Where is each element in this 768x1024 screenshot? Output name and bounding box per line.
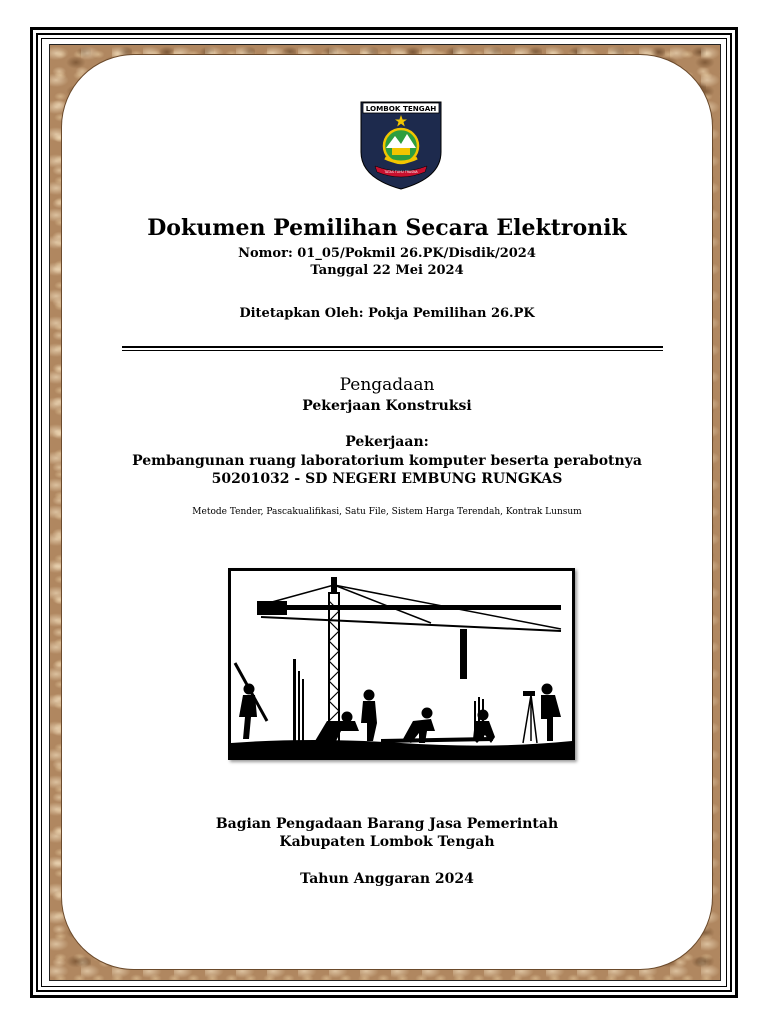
- fiscal-year: Tahun Anggaran 2024: [300, 871, 474, 887]
- agency-name: Bagian Pengadaan Barang Jasa Pemerintah: [215, 816, 559, 832]
- issued-by: Ditetapkan Oleh: Pokja Pemilihan 26.PK: [239, 306, 535, 321]
- divider-thick: [122, 346, 663, 348]
- emblem-motto-text: TATAS TUHU TRASNA: [384, 170, 418, 174]
- document-number: Nomor: 01_05/Pokmil 26.PK/Disdik/2024: [238, 246, 536, 261]
- work-label: Pekerjaan:: [345, 434, 429, 450]
- lombok-tengah-emblem-icon: [359, 100, 443, 190]
- emblem-banner-text: LOMBOK TENGAH: [365, 104, 437, 113]
- document-date: Tanggal 22 Mei 2024: [310, 263, 464, 278]
- regency-name: Kabupaten Lombok Tengah: [279, 834, 495, 850]
- procurement-type: Pekerjaan Konstruksi: [302, 398, 472, 414]
- procurement-label: Pengadaan: [339, 375, 435, 395]
- construction-illustration: [228, 568, 575, 760]
- divider-thin: [122, 350, 663, 351]
- work-title: Pembangunan ruang laboratorium komputer beserta perabotnya: [132, 453, 642, 469]
- document-title: Dokumen Pemilihan Secara Elektronik: [147, 215, 627, 241]
- construction-silhouette-icon: [231, 571, 572, 757]
- tender-method: Metode Tender, Pascakualifikasi, Satu File, Sistem Harga Terendah, Kontrak Lunsum: [192, 507, 582, 517]
- work-code-school: 50201032 - SD NEGERI EMBUNG RUNGKAS: [211, 471, 563, 487]
